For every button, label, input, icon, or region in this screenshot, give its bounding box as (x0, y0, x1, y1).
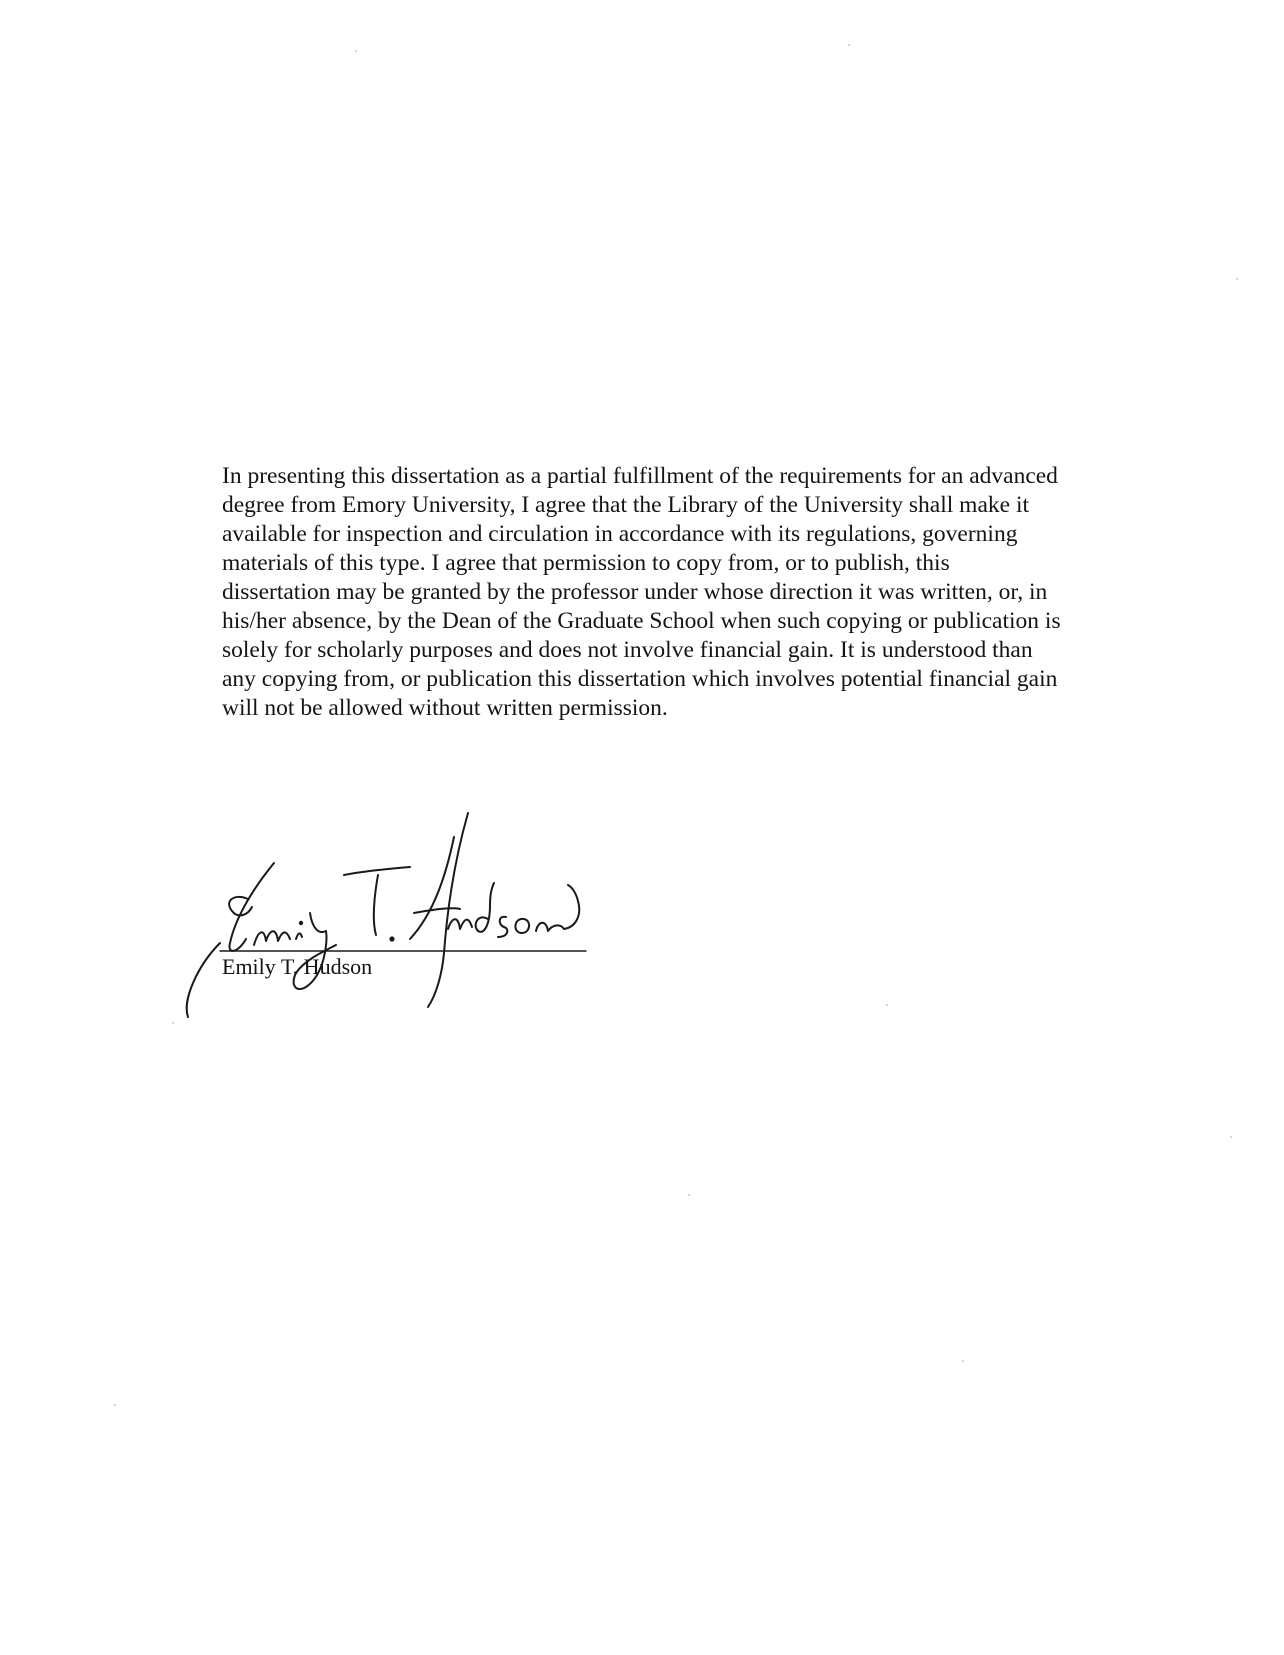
signature-stroke-i (296, 933, 302, 939)
signature-stroke-m (254, 931, 290, 945)
statement-line-6: his/her absence, by the Dean of the Graduate School when such copying or publication is (222, 608, 1061, 634)
statement-line-9: will not be allowed without written permission. (222, 695, 668, 721)
statement-line-5: dissertation may be granted by the professor under whose direction it was written, or, in (222, 579, 1048, 605)
signature-dot-t (390, 937, 393, 940)
signature-stroke-t-stem (374, 875, 378, 935)
signature-dot-i (300, 922, 302, 924)
statement-line-7: solely for scholarly purposes and does not involve financial gain. It is understood than (222, 637, 1033, 663)
scan-speck (886, 1004, 888, 1006)
scan-speck (355, 50, 357, 52)
signature-stroke-o (515, 919, 529, 933)
permission-statement (222, 462, 1122, 723)
signature-stroke-s (498, 917, 507, 937)
statement-line-2: degree from Emory University, I agree that the Library of the University shall make it (222, 492, 1029, 518)
signature-stroke-h-bar (414, 908, 460, 913)
statement-line-8: any copying from, or publication this dissertation which involves potential financial gain (222, 666, 1058, 692)
signature-stroke-d (476, 883, 494, 932)
signature-stroke-n (536, 923, 564, 931)
scan-speck (1230, 1136, 1232, 1138)
scan-speck (1236, 278, 1238, 280)
handwritten-signature (186, 835, 626, 1025)
scan-speck (172, 1022, 174, 1024)
signature-stroke-t-bar (344, 867, 410, 875)
signature-stroke-sweep (187, 943, 220, 1017)
statement-line-4: materials of this type. I agree that permission to copy from, or to publish, this (222, 550, 950, 576)
statement-line-3: available for inspection and circulation in accordance with its regulations, governing (222, 521, 1018, 547)
scan-speck (962, 1360, 964, 1362)
signature-block (186, 835, 626, 1025)
scan-speck (848, 44, 850, 46)
signer-name: Emily T. Hudson (222, 954, 373, 979)
statement-line-1: In presenting this dissertation as a partial fulfillment of the requirements for an advanced (222, 463, 1058, 489)
signature-stroke-tail (564, 885, 579, 929)
scan-speck (688, 1194, 690, 1196)
signature-stroke-u (448, 919, 472, 929)
scan-speck (114, 1404, 116, 1406)
